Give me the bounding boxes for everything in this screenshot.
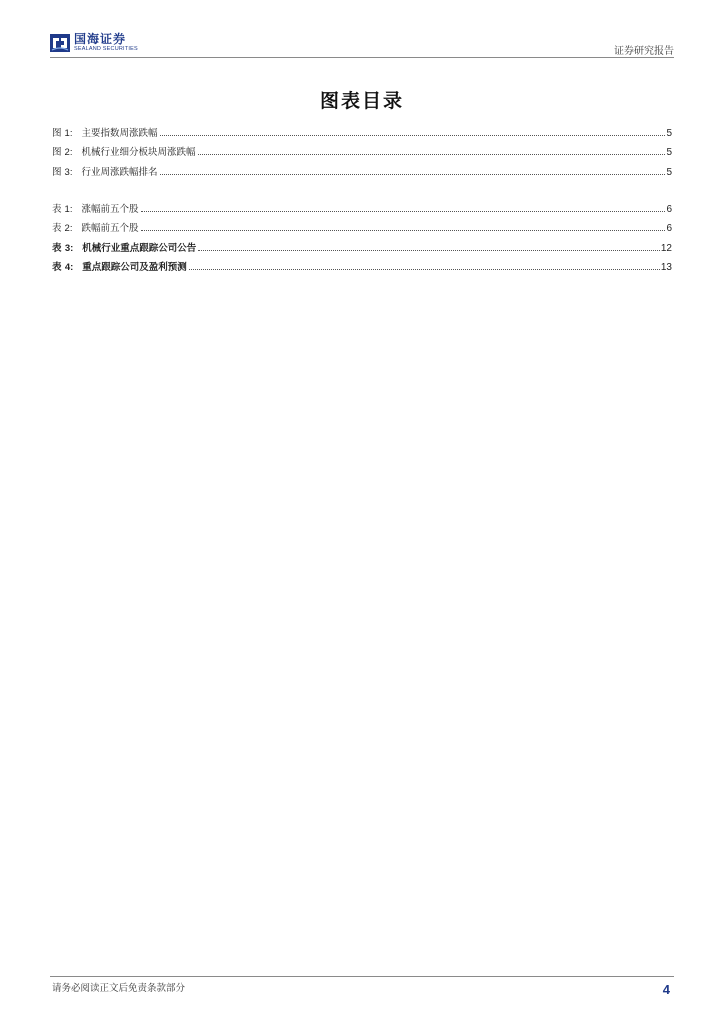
page-header bbox=[50, 30, 674, 58]
toc-entry[interactable] bbox=[52, 254, 672, 274]
toc-entry-number: 1: bbox=[64, 203, 73, 215]
logo-text-en: SEALAND SECURITIES bbox=[74, 46, 138, 53]
toc-entry-page: 12 bbox=[660, 242, 672, 254]
toc-entry-title: 机械行业重点跟踪公司公告 bbox=[82, 242, 197, 254]
toc-entry-number: 2: bbox=[64, 223, 73, 234]
toc-entry-page: 13 bbox=[660, 262, 672, 273]
company-logo bbox=[50, 30, 138, 56]
disclaimer-note: 请务必阅读正文后免责条款部分 bbox=[52, 983, 186, 994]
toc-entry-page: 5 bbox=[666, 147, 672, 158]
toc-entry-kind: 图 bbox=[52, 147, 62, 158]
toc-entry-page: 5 bbox=[666, 127, 672, 139]
toc-entry-number: 1: bbox=[64, 127, 73, 139]
toc-entry-number: 2: bbox=[64, 147, 73, 158]
toc-entry-page: 6 bbox=[666, 203, 672, 215]
toc-entry-label bbox=[52, 144, 72, 158]
toc-entry-kind: 表 bbox=[52, 262, 62, 273]
toc-entry-label bbox=[52, 259, 73, 273]
table-list bbox=[52, 195, 672, 273]
dot-leader bbox=[189, 269, 660, 270]
toc-entry-number: 3: bbox=[64, 166, 73, 178]
toc-entry[interactable] bbox=[52, 215, 672, 235]
footer-divider bbox=[50, 976, 674, 977]
toc-entry-label bbox=[52, 164, 72, 178]
sealand-logo-icon bbox=[50, 33, 70, 53]
toc-entry-kind: 表 bbox=[52, 223, 62, 234]
report-type-label: 证券研究报告 bbox=[614, 46, 674, 57]
toc-entry[interactable] bbox=[52, 195, 672, 215]
toc-entry-title: 重点跟踪公司及盈利预测 bbox=[82, 262, 187, 273]
toc-entry-kind: 表 bbox=[52, 242, 62, 254]
toc-entry-label bbox=[52, 240, 73, 254]
dot-leader bbox=[198, 154, 666, 155]
dot-leader bbox=[141, 230, 666, 231]
figure-list bbox=[52, 119, 672, 178]
dot-leader bbox=[160, 174, 666, 175]
toc-entry[interactable] bbox=[52, 234, 672, 254]
toc-title: 图表目录 bbox=[319, 90, 404, 112]
toc-entry-number: 3: bbox=[64, 242, 74, 254]
page-number: 4 bbox=[662, 982, 670, 997]
toc-entry-title: 涨幅前五个股 bbox=[81, 203, 139, 215]
toc-entry-page: 5 bbox=[666, 166, 672, 178]
toc-entry[interactable] bbox=[52, 119, 672, 139]
toc-entry-kind: 表 bbox=[52, 203, 62, 215]
toc-entry-label bbox=[52, 201, 72, 215]
dot-leader bbox=[141, 211, 666, 212]
toc-entry-title: 跌幅前五个股 bbox=[81, 223, 139, 234]
dot-leader bbox=[160, 135, 666, 136]
toc-entry-label bbox=[52, 220, 72, 234]
toc-entry-label bbox=[52, 125, 72, 139]
toc-entry-title: 机械行业细分板块周涨跌幅 bbox=[81, 147, 196, 158]
header-divider bbox=[50, 57, 674, 58]
toc-entry[interactable] bbox=[52, 158, 672, 178]
toc-entry-kind: 图 bbox=[52, 166, 62, 178]
toc-entry-title: 行业周涨跌幅排名 bbox=[81, 166, 158, 178]
toc-entry-page: 6 bbox=[666, 223, 672, 234]
logo-text-cn: 国海证券 bbox=[74, 32, 127, 47]
dot-leader bbox=[198, 250, 660, 251]
toc-entry-title: 主要指数周涨跌幅 bbox=[81, 127, 158, 139]
toc-entry-number: 4: bbox=[64, 262, 74, 273]
toc-entry-kind: 图 bbox=[52, 127, 62, 139]
toc-entry[interactable] bbox=[52, 139, 672, 159]
